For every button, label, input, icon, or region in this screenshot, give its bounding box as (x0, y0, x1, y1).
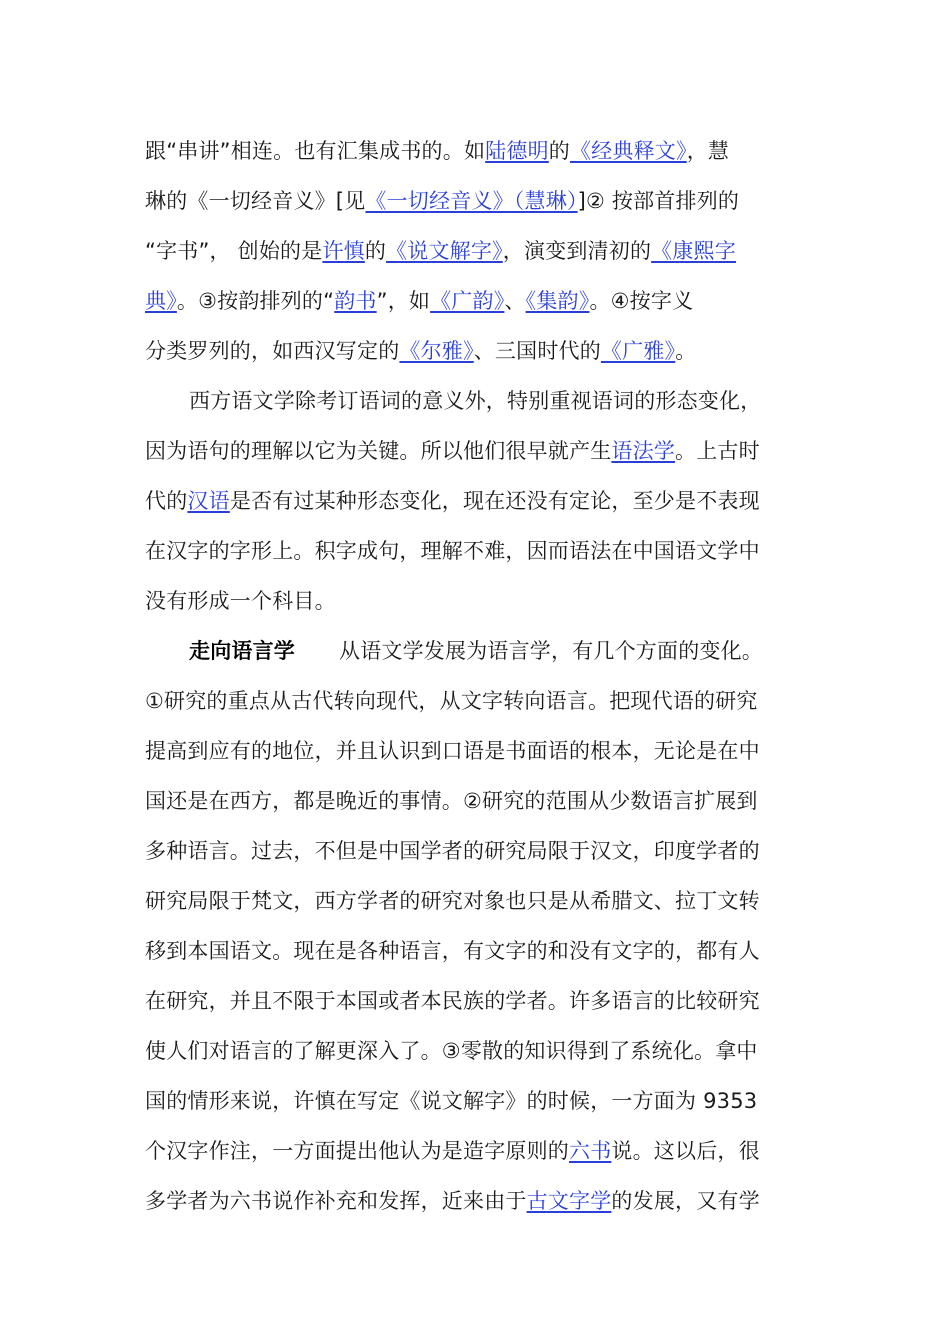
link-shuowen-jiezi[interactable]: 《说文解字》 (386, 239, 503, 263)
link-yiqiejing-yinyi-huilin[interactable]: 《一切经音义》（慧琳） (365, 189, 578, 213)
paragraph-western-philology (145, 376, 810, 626)
text-line (145, 376, 810, 426)
text-run: 、 (504, 289, 526, 313)
paragraph-dictionaries (145, 126, 810, 376)
text-line (145, 526, 810, 576)
text-line (145, 426, 810, 476)
text-run: 西方语文学除考订语词的意义外，特别重视语词的形态变化， (189, 389, 762, 413)
text-line (145, 1026, 810, 1076)
link-xu-shen[interactable]: 许慎 (322, 239, 365, 263)
text-line (145, 876, 810, 926)
document-body (145, 126, 810, 1226)
text-run: 没有形成一个科目。 (145, 589, 336, 613)
link-liushu[interactable]: 六书 (569, 1139, 612, 1163)
link-guangyun[interactable]: 《广韵》 (430, 289, 505, 313)
text-line (145, 926, 810, 976)
text-run: 从语文学发展为语言学，有几个方面的变化。 (339, 639, 763, 663)
text-run: 研究局限于梵文，西方学者的研究对象也只是从希腊文、拉丁文转 (145, 889, 760, 913)
text-line (145, 976, 810, 1026)
text-run: 使人们对语言的了解更深入了。③零散的知识得到了系统化。拿中 (145, 1039, 758, 1063)
text-line (145, 676, 810, 726)
link-guangya[interactable]: 《广雅》 (600, 339, 676, 363)
text-run: “字书”， 创始的是 (145, 239, 323, 263)
text-run: ”，如 (376, 289, 431, 313)
text-run: 分类罗列的，如西汉写定的 (145, 339, 400, 363)
text-line (145, 626, 810, 676)
text-run: 。上古时 (675, 439, 760, 463)
text-line (145, 576, 810, 626)
link-paleography[interactable]: 古文字学 (526, 1189, 612, 1213)
text-run: ，慧 (686, 139, 730, 163)
text-run: 的 (364, 239, 387, 263)
text-run: 跟“串讲”相连。也有汇集成书的。如 (145, 139, 486, 163)
section-heading: 走向语言学 (189, 639, 295, 663)
text-run: 。 (675, 339, 697, 363)
text-run: 移到本国语文。现在是各种语言，有文字的和没有文字的，都有人 (145, 939, 760, 963)
text-run: 多学者为六书说作补充和发挥，近来由于 (145, 1189, 527, 1213)
text-line (145, 326, 810, 376)
text-line (145, 1076, 810, 1126)
link-yunshu[interactable]: 韵书 (334, 289, 377, 313)
text-run: 的 (548, 139, 570, 163)
paragraph-towards-linguistics (145, 626, 810, 1226)
link-jingdian-shiwen[interactable]: 《经典释文》 (569, 139, 687, 163)
link-jiyun[interactable]: 《集韵》 (525, 289, 590, 313)
text-line (145, 1126, 810, 1176)
text-run: 说。这以后，很 (611, 1139, 760, 1163)
text-line (145, 476, 810, 526)
link-lu-deming[interactable]: 陆德明 (485, 139, 549, 163)
text-line (145, 726, 810, 776)
text-line (145, 276, 810, 326)
text-line (145, 1176, 810, 1226)
text-run: 在汉字的字形上。积字成句，理解不难，因而语法在中国语文学中 (145, 539, 760, 563)
text-run: 因为语句的理解以它为关键。所以他们很早就产生 (145, 439, 612, 463)
text-line (145, 226, 810, 276)
text-run: 多种语言。过去，不但是中国学者的研究局限于汉文，印度学者的 (145, 839, 760, 863)
link-grammar[interactable]: 语法学 (611, 439, 676, 463)
text-run: 是否有过某种形态变化，现在还没有定论，至少是不表现 (229, 489, 760, 513)
text-run: ]② 按部首排列的 (577, 189, 740, 213)
text-line (145, 126, 810, 176)
text-run: 个汉字作注，一方面提出他认为是造字原则的 (145, 1139, 569, 1163)
text-line (145, 176, 810, 226)
text-run: 、三国时代的 (473, 339, 601, 363)
text-line (145, 826, 810, 876)
link-erya[interactable]: 《尔雅》 (399, 339, 474, 363)
text-run: 琳的《一切经音义》[见 (145, 189, 366, 213)
text-run: 提高到应有的地位，并且认识到口语是书面语的根本，无论是在中 (145, 739, 760, 763)
link-chinese-language[interactable]: 汉语 (187, 489, 230, 513)
text-run: ，演变到清初的 (502, 239, 652, 263)
text-line (145, 776, 810, 826)
text-run: 。③按韵排列的“ (176, 289, 335, 313)
text-run: 代的 (145, 489, 188, 513)
text-run: 国还是在西方，都是晚近的事情。②研究的范围从少数语言扩展到 (145, 789, 758, 813)
text-run: 的发展，又有学 (611, 1189, 760, 1213)
text-run: 。④按字义 (589, 289, 694, 313)
link-kangxi-zidian[interactable]: 《康熙字 (651, 239, 736, 263)
text-run: 在研究，并且不限于本国或者本民族的学者。许多语言的比较研究 (145, 989, 760, 1013)
link-kangxi-zidian-cont[interactable]: 典》 (145, 289, 177, 313)
text-run: ①研究的重点从古代转向现代，从文字转向语言。把现代语的研究 (145, 689, 758, 713)
text-run: 国的情形来说，许慎在写定《说文解字》的时候，一方面为 9353 (145, 1089, 758, 1113)
